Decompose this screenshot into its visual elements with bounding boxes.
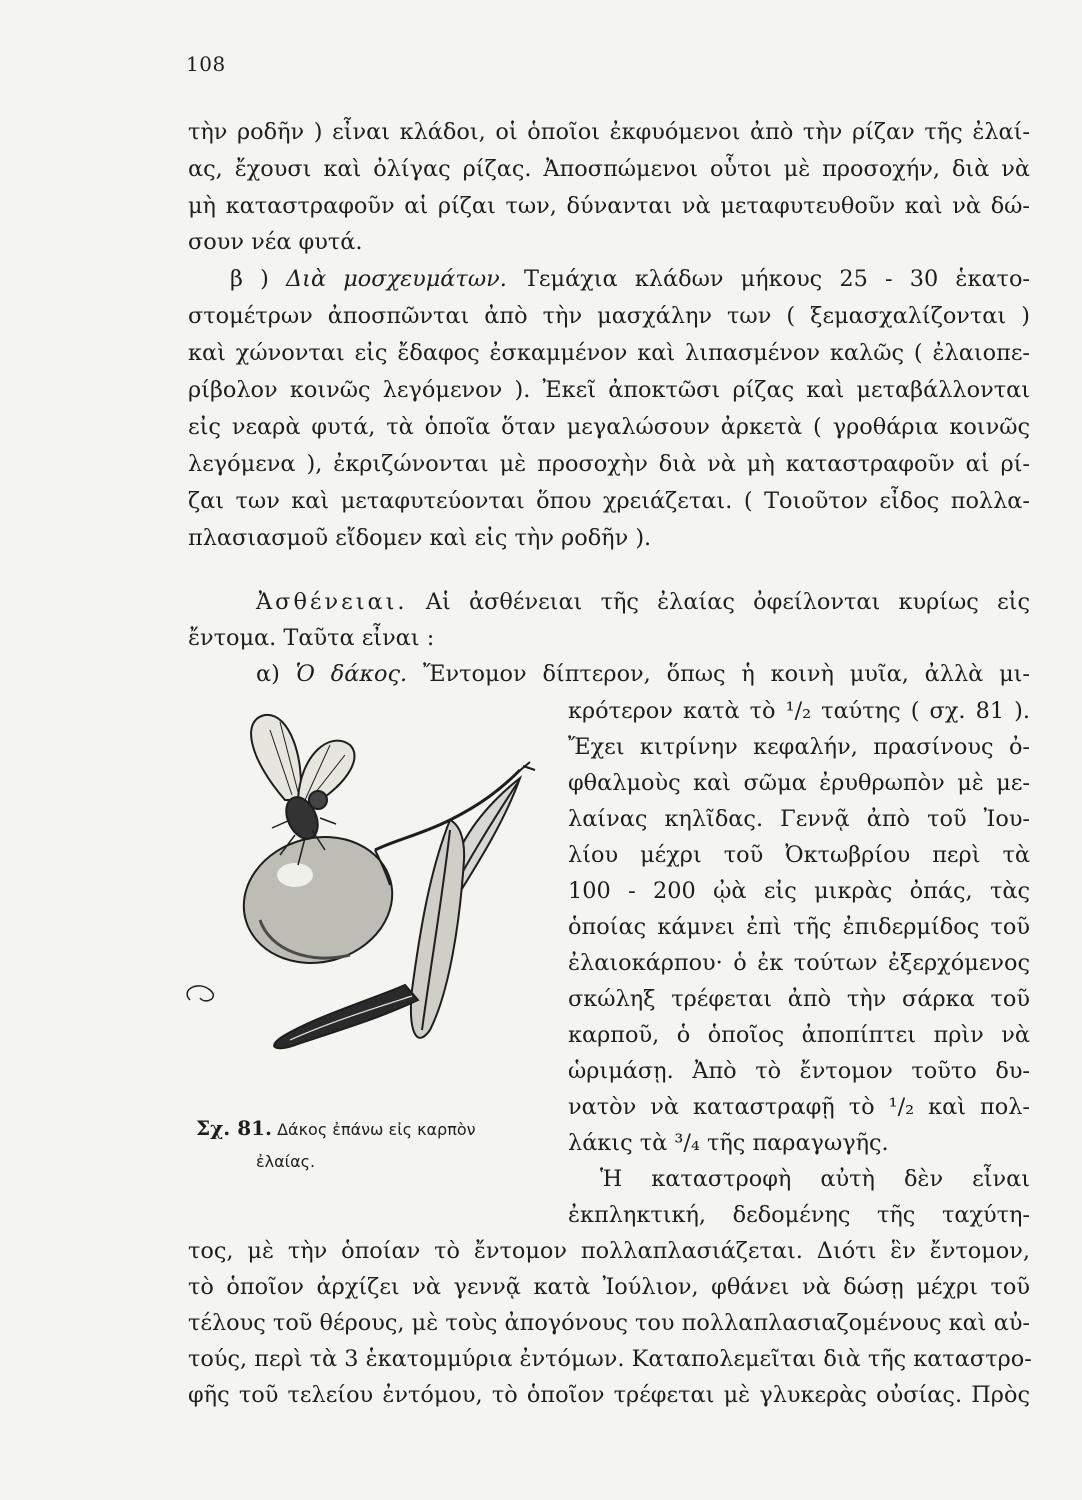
diseases-text: Αἱ ἀσθένειαι τῆς ἐλαίας ὀφείλονται κυρίως εἰς [407, 589, 1030, 615]
text-line: τὸ ὁποῖον ἀρχίζει νὰ γεννᾷ κατὰ Ἰούλιον, φθάνει νὰ δώσῃ μέχρι τοῦ [188, 1274, 1030, 1300]
text-line: ἐλαιοκάρπου· ὁ ἐκ τούτων ἐξερχόμενος [568, 950, 1030, 976]
text-line: λίου μέχρι τοῦ Ὀκτωβρίου περὶ τὰ [568, 842, 1030, 868]
dakos-label: α) [256, 661, 296, 687]
dakos-text: Ἔντομον δίπτερον, ὅπως ἡ κοινὴ μυῖα, ἀλλὰ μι- [407, 661, 1030, 687]
text-line: μὴ καταστραφοῦν αἱ ρίζαι των, δύνανται νὰ μεταφυτευθοῦν καὶ νὰ δώ- [188, 193, 1030, 219]
text-line: Ἔχει κιτρίνην κεφαλήν, πρασίνους ὀ- [568, 734, 1030, 760]
text-line: τέλους τοῦ θέρους, μὲ τοὺς ἀπογόνους του πολλαπλασιαζομένους καὶ αὐ- [188, 1310, 1030, 1336]
text-line: λαίνας κηλῖδας. Γεννᾷ ἀπὸ τοῦ Ἰου- [568, 806, 1030, 832]
text-line: τὴν ροδῆν ) εἶναι κλάδοι, οἱ ὁποῖοι ἐκφυόμενοι ἀπὸ τὴν ρίζαν τῆς ἐλαί- [188, 119, 1030, 145]
text-line: τούς, περὶ τὰ 3 ἑκατομμύρια ἐντόμων. Καταπολεμεῖται διὰ τῆς καταστρο- [188, 1346, 1032, 1372]
figure-olive-fly [180, 700, 555, 1120]
dakos-first-line [256, 657, 1030, 691]
caption-line-2: ἐλαίας. [256, 1152, 316, 1171]
text-line: σουν νέα φυτά. [188, 229, 363, 255]
text-line: νατὸν νὰ καταστραφῇ τὸ ¹/₂ καὶ πολ- [568, 1094, 1030, 1120]
text-line: Ἡ καταστροφὴ αὐτὴ δὲν εἶναι [600, 1166, 1030, 1192]
text-line: καὶ χώνονται εἰς ἔδαφος ἐσκαμμένον καὶ λιπασμένον καλῶς ( ἐλαιοπε- [188, 340, 1030, 366]
text-line: ἔντομα. Ταῦτα εἶναι : [188, 625, 435, 651]
text-line: λάκις τὰ ³/₄ τῆς παραγωγῆς. [568, 1130, 889, 1156]
text-line: τος, μὲ τὴν ὁποίαν τὸ ἔντομον πολλαπλασιάζεται. Διότι ἓν ἔντομον, [188, 1238, 1030, 1264]
text-line: ας, ἔχουσι καὶ ὀλίγας ρίζας. Ἀποσπώμενοι οὗτοι μὲ προσοχήν, διὰ νὰ [188, 156, 1030, 182]
figure-caption [196, 1112, 566, 1178]
text-line: λεγόμενα ), ἐκριζώνονται μὲ προσοχὴν διὰ νὰ μὴ καταστραφοῦν αἱ ρί- [188, 451, 1030, 477]
text-line: φθαλμοὺς καὶ σῶμα ἐρυθρωπὸν μὲ με- [568, 770, 1030, 796]
text-line: φῆς τοῦ τελείου ἐντόμου, τὸ ὁποῖον τρέφεται μὲ γλυκερὰς οὐσίας. Πρὸς [188, 1382, 1030, 1408]
text-line: ἐκπληκτική, δεδομένης τῆς ταχύτη- [568, 1202, 1030, 1228]
text-line: ὁποίας κάμνει ἐπὶ τῆς ἐπιδερμίδος τοῦ [568, 914, 1030, 940]
text-line: ὡριμάσῃ. Ἀπὸ τὸ ἔντομον τοῦτο δυ- [568, 1058, 1030, 1084]
text-line: ρίβολον κοινῶς λεγόμενον ). Ἐκεῖ ἀποκτῶσι ρίζας καὶ μεταβάλλονται [188, 377, 1030, 403]
text-line: πλασιασμοῦ εἴδομεν καὶ εἰς τὴν ροδῆν ). [188, 525, 652, 551]
page-number: 108 [186, 52, 226, 76]
caption-line-1: Δάκος ἐπάνω εἰς καρπὸν [272, 1120, 476, 1139]
section-b-label: β ) [230, 266, 287, 292]
text-line: κρότερον κατὰ τὸ ¹/₂ ταύτης ( σχ. 81 ). [568, 698, 1030, 724]
section-b-text: Τεμάχια κλάδων μήκους 25 - 30 ἑκατο- [506, 266, 1030, 292]
text-line: στομέτρων ἀποσπῶνται ἀπὸ τὴν μασχάλην των ( ξεμασχαλίζονται ) [188, 303, 1030, 329]
olive-fly-illustration [180, 700, 555, 1100]
text-line: ζαι των καὶ μεταφυτεύονται ὅπου χρειάζεται. ( Τοιοῦτον εἶδος πολλα- [188, 488, 1030, 514]
diseases-heading: Ἀσθένειαι. [256, 589, 408, 615]
text-line: σκώληξ τρέφεται ἀπὸ τὴν σάρκα τοῦ [568, 986, 1030, 1012]
section-b-title: Διὰ μοσχευμάτων. [286, 266, 507, 292]
diseases-first-line [256, 585, 1030, 619]
text-line: εἰς νεαρὰ φυτά, τὰ ὁποῖα ὅταν μεγαλώσουν ἀρκετὰ ( γροθάρια κοινῶς [188, 414, 1030, 440]
section-b-first-line [230, 262, 1030, 296]
text-line: καρποῦ, ὁ ὁποῖος ἀποπίπτει πρὶν νὰ [568, 1022, 1030, 1048]
dakos-title: Ὁ δάκος. [295, 661, 408, 687]
text-line: 100 - 200 ᾠὰ εἰς μικρὰς ὀπάς, τὰς [568, 878, 1030, 904]
figure-number: Σχ. 81. [196, 1116, 273, 1140]
